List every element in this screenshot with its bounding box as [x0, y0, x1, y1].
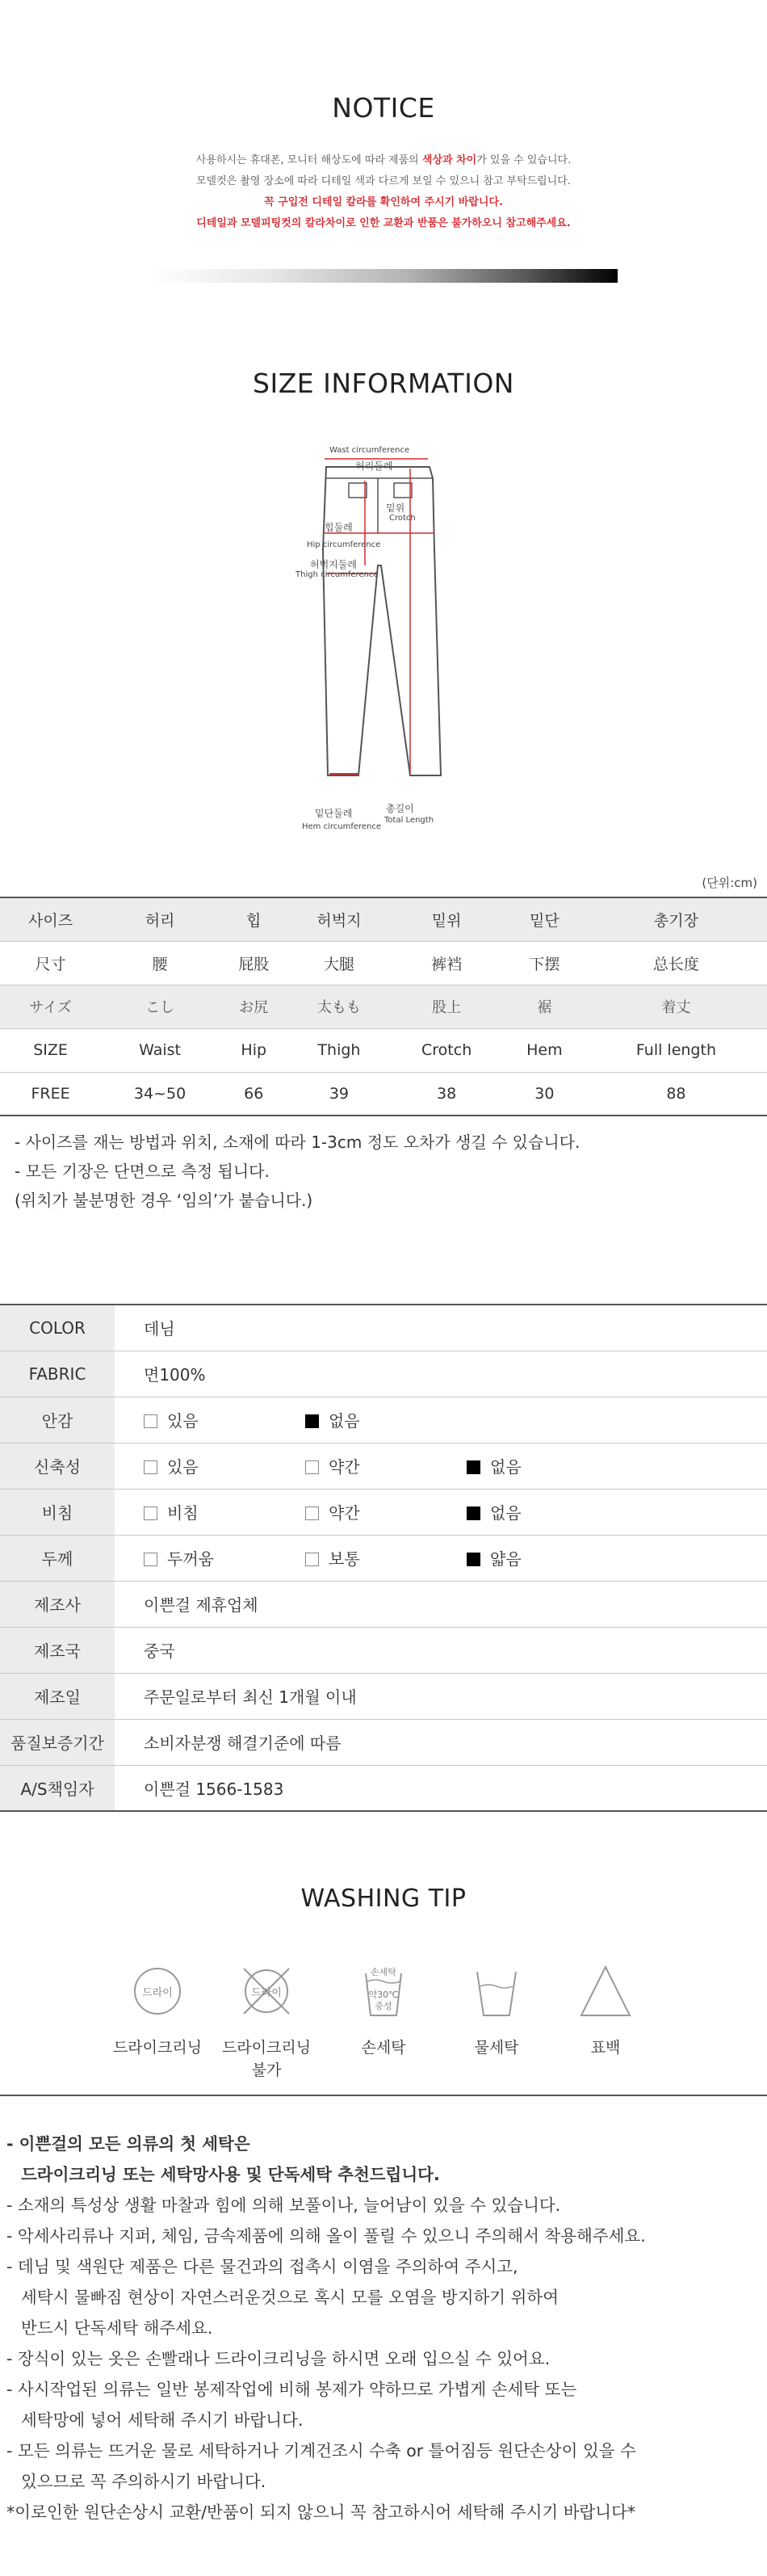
table-row — [0, 1028, 767, 1072]
hand-icon-temp: 약30℃ — [368, 1990, 399, 2000]
maker-label: 제조사 — [0, 1581, 115, 1627]
option — [305, 1546, 467, 1570]
hand-wash-icon — [351, 1959, 416, 2023]
table-cell: 裾 — [504, 985, 585, 1028]
checkbox-empty-icon — [144, 1507, 157, 1520]
option — [467, 1454, 628, 1477]
option — [467, 1500, 628, 1523]
washing-note: 반드시 단독세탁 해주세요. — [21, 2318, 213, 2338]
sheer-options — [115, 1489, 767, 1535]
notice-line-1-pre: 사용하시는 휴대폰, 모니터 해상도에 따라 제품의 — [195, 154, 422, 166]
length-label: 총길이 — [386, 803, 414, 814]
table-cell: Hip — [219, 1028, 288, 1072]
option-label: 있음 — [167, 1457, 199, 1477]
washing-note: 세탁망에 넣어 세탁해 주시기 바랍니다. — [21, 2410, 304, 2430]
table-cell: 下摆 — [504, 941, 585, 985]
sheer-label: 비침 — [0, 1489, 115, 1535]
table-cell: こし — [101, 985, 219, 1028]
table-cell: 66 — [219, 1072, 288, 1116]
no-dry-clean-icon — [234, 1959, 299, 2023]
table-cell: 허벅지 — [288, 897, 389, 941]
table-cell: 사이즈 — [0, 897, 101, 941]
fabric-label: FABRIC — [0, 1351, 115, 1397]
washing-note: - 악세사리류나 지퍼, 체임, 금속제품에 의해 올이 풀릴 수 있으니 주의해서 착용해주세요. — [6, 2226, 646, 2246]
washing-note: 세탁시 물빠짐 현상이 자연스러운것으로 혹시 모를 오염을 방지하기 위하여 — [21, 2288, 560, 2307]
checkbox-filled-icon — [467, 1460, 480, 1474]
length-label-en: Total Length — [384, 816, 434, 825]
dry-clean-icon — [125, 1959, 190, 2023]
table-row — [0, 1719, 767, 1765]
notice-line-3: 꼭 구입전 디테일 칼라를 확인하여 주시기 바랍니다. — [264, 196, 503, 208]
option-label: 없음 — [490, 1457, 522, 1477]
as-label: A/S책임자 — [0, 1765, 115, 1811]
option — [144, 1500, 305, 1523]
date-value: 주문일로부터 최신 1개월 이내 — [115, 1673, 767, 1719]
option-label: 보통 — [329, 1549, 360, 1569]
washing-note: 있으므로 꼭 주의하시기 바랍니다. — [21, 2472, 266, 2491]
thigh-label: 허벅지둘레 — [310, 559, 357, 570]
size-notes — [15, 1128, 580, 1215]
notice-line-1 — [0, 150, 767, 171]
hem-label: 밑단둘레 — [315, 808, 353, 819]
table-row — [0, 1305, 767, 1351]
option-label: 약간 — [329, 1503, 360, 1523]
maker-value: 이쁜걸 제휴업체 — [115, 1581, 767, 1627]
product-info-table — [0, 1304, 767, 1812]
wash-label: 드라이크리닝 불가 — [221, 2039, 312, 2079]
washing-icons — [101, 1959, 666, 2096]
option — [305, 1408, 467, 1431]
thickness-label: 두께 — [0, 1535, 115, 1581]
hand-icon-sub: 중성 — [375, 2001, 392, 2011]
wash-label: 손세탁 — [361, 2039, 406, 2057]
table-cell: お尻 — [219, 985, 288, 1028]
warranty-label: 품질보증기간 — [0, 1719, 115, 1765]
notice-line-4: 디테일과 모델피팅컷의 칼라차이로 인한 교환과 반품은 불가하오니 참고해주세요. — [196, 217, 571, 229]
hip-label: 힙둘레 — [325, 522, 353, 533]
table-cell: 88 — [585, 1072, 767, 1116]
waist-label-en: Wast circumference — [329, 446, 410, 455]
table-row — [0, 1397, 767, 1443]
table-cell: 힙 — [219, 897, 288, 941]
checkbox-empty-icon — [305, 1507, 319, 1520]
notice-text — [0, 150, 767, 234]
hand-icon-text: 손세탁 — [371, 1967, 396, 1977]
table-cell: Waist — [101, 1028, 219, 1072]
washing-note: *이로인한 원단손상시 교환/반품이 되지 않으니 꼭 참고하시어 세탁해 주시기 바랍니다* — [6, 2502, 636, 2522]
table-cell: Full length — [585, 1028, 767, 1072]
table-cell: Thigh — [288, 1028, 389, 1072]
lining-label: 안감 — [0, 1397, 115, 1443]
stretch-options — [115, 1443, 767, 1489]
washing-heading-2: 드라이크리닝 또는 세탁망사용 및 단독세탁 추천드립니다. — [21, 2165, 440, 2184]
fabric-value: 면100% — [115, 1351, 767, 1397]
country-label: 제조국 — [0, 1627, 115, 1673]
warranty-value: 소비자분쟁 해결기준에 따름 — [115, 1719, 767, 1765]
unit-label: (단위:cm) — [702, 876, 757, 890]
country-value: 중국 — [115, 1627, 767, 1673]
option — [305, 1500, 467, 1523]
notice-line-1-post: 가 있을 수 있습니다. — [476, 154, 572, 166]
checkbox-empty-icon — [305, 1460, 319, 1474]
color-label: COLOR — [0, 1305, 115, 1351]
lining-options — [115, 1397, 767, 1443]
size-table — [0, 897, 767, 1116]
table-cell: 허리 — [101, 897, 219, 941]
table-row — [0, 1351, 767, 1397]
wash-label: 드라이크리닝 — [112, 2039, 203, 2057]
checkbox-empty-icon — [144, 1414, 157, 1428]
table-row — [0, 1443, 767, 1489]
table-cell: 屁股 — [219, 941, 288, 985]
notice-title: NOTICE — [332, 92, 435, 124]
table-row — [0, 1535, 767, 1581]
table-cell: 腰 — [101, 941, 219, 985]
option — [144, 1408, 305, 1431]
pants-diagram — [291, 436, 484, 844]
size-note: - 모든 기장은 단면으로 측정 됩니다. — [15, 1162, 270, 1181]
wash-label: 표백 — [590, 2039, 621, 2057]
crotch-label-en: Crotch — [389, 514, 416, 523]
washing-note: - 사시작업된 의류는 일반 봉제작업에 비해 봉제가 약하므로 가볍게 손세탁 또는 — [6, 2380, 577, 2399]
washing-note: - 모든 의류는 뜨거운 물로 세탁하거나 기계건조시 수축 or 틀어짐등 원단손상이 있을 수 — [6, 2441, 636, 2460]
hem-label-en: Hem circumference — [302, 822, 382, 831]
table-cell: 太もも — [288, 985, 389, 1028]
table-cell: FREE — [0, 1072, 101, 1116]
washing-note: - 소재의 특성상 생활 마찰과 힘에 의해 보풀이나, 늘어남이 있을 수 있습니다. — [6, 2196, 561, 2215]
table-cell: 34~50 — [101, 1072, 219, 1116]
size-note: - 사이즈를 재는 방법과 위치, 소재에 따라 1-3cm 정도 오차가 생길 수 있습니다. — [15, 1133, 580, 1152]
water-wash-icon — [464, 1959, 529, 2023]
wash-item — [549, 1959, 662, 2059]
stretch-label: 신축성 — [0, 1443, 115, 1489]
table-row — [0, 1072, 767, 1116]
table-cell: 밑단 — [504, 897, 585, 941]
checkbox-filled-icon — [467, 1553, 480, 1566]
table-cell: 尺寸 — [0, 941, 101, 985]
option-label: 비침 — [167, 1503, 199, 1523]
table-row — [0, 1673, 767, 1719]
table-row — [0, 1765, 767, 1811]
table-cell: 总长度 — [585, 941, 767, 985]
table-cell: 大腿 — [288, 941, 389, 985]
gradient-bar — [149, 269, 618, 283]
checkbox-empty-icon — [144, 1553, 157, 1566]
divider — [0, 2095, 767, 2096]
checkbox-filled-icon — [305, 1414, 319, 1428]
table-cell: 30 — [504, 1072, 585, 1116]
wash-label: 물세탁 — [474, 2039, 519, 2057]
option-label: 없음 — [329, 1411, 360, 1431]
dry-icon-text: 드라이 — [142, 1987, 173, 1999]
table-cell: Hem — [504, 1028, 585, 1072]
option — [467, 1546, 628, 1570]
option — [144, 1454, 305, 1477]
waist-label: 허리둘레 — [355, 460, 393, 472]
washing-heading-1: - 이쁜걸의 모든 의류의 첫 세탁은 — [6, 2134, 250, 2154]
option-label: 있음 — [167, 1411, 199, 1431]
table-cell: 股上 — [389, 985, 503, 1028]
table-row — [0, 1581, 767, 1627]
size-note: (위치가 불분명한 경우 ‘임의’가 붙습니다.) — [15, 1191, 313, 1210]
bleach-icon — [573, 1959, 638, 2023]
option — [144, 1546, 305, 1570]
wash-item — [210, 1959, 323, 2082]
washing-note: - 데님 및 색원단 제품은 다른 물건과의 접촉시 이염을 주의하여 주시고, — [6, 2257, 518, 2276]
washing-title: WASHING TIP — [300, 1885, 467, 1913]
no-dry-icon-text: 드라이 — [251, 1987, 282, 1999]
color-value: 데님 — [115, 1305, 767, 1351]
option-label: 얇음 — [490, 1549, 522, 1569]
notice-highlight: 색상과 차이 — [421, 154, 477, 166]
thickness-options — [115, 1535, 767, 1581]
date-label: 제조일 — [0, 1673, 115, 1719]
table-row — [0, 985, 767, 1028]
hip-label-en: Hip circumference — [307, 540, 381, 549]
table-cell: 38 — [389, 1072, 503, 1116]
option-label: 약간 — [329, 1457, 360, 1477]
option — [305, 1454, 467, 1477]
table-cell: SIZE — [0, 1028, 101, 1072]
table-cell: Crotch — [389, 1028, 503, 1072]
table-cell: 着丈 — [585, 985, 767, 1028]
notice-line-2: 모델컷은 촬영 장소에 따라 디테일 색과 다르게 보일 수 있으니 참고 부탁드립니다. — [195, 175, 571, 187]
table-row — [0, 1627, 767, 1673]
as-value: 이쁜걸 1566-1583 — [115, 1765, 767, 1811]
wash-item — [440, 1959, 553, 2059]
table-row — [0, 897, 767, 941]
checkbox-empty-icon — [305, 1553, 319, 1566]
table-cell: 39 — [288, 1072, 389, 1116]
table-row — [0, 1489, 767, 1535]
washing-note: - 장식이 있는 옷은 손빨래나 드라이크리닝을 하시면 오래 입으실 수 있어요. — [6, 2349, 551, 2368]
checkbox-filled-icon — [467, 1507, 480, 1520]
option-label: 두꺼움 — [167, 1549, 214, 1569]
wash-item — [101, 1959, 214, 2059]
crotch-label: 밑위 — [386, 502, 405, 514]
size-info-title: SIZE INFORMATION — [253, 368, 514, 399]
thigh-label-en: Thigh circumference — [295, 570, 379, 579]
checkbox-empty-icon — [144, 1460, 157, 1474]
table-cell: サイズ — [0, 985, 101, 1028]
table-cell: 밑위 — [389, 897, 503, 941]
option-label: 없음 — [490, 1503, 522, 1523]
washing-notes — [6, 2128, 761, 2528]
table-cell: 총기장 — [585, 897, 767, 941]
table-row — [0, 941, 767, 985]
pants-outline-icon — [291, 436, 484, 844]
table-cell: 裤裆 — [389, 941, 503, 985]
wash-item — [327, 1959, 440, 2059]
